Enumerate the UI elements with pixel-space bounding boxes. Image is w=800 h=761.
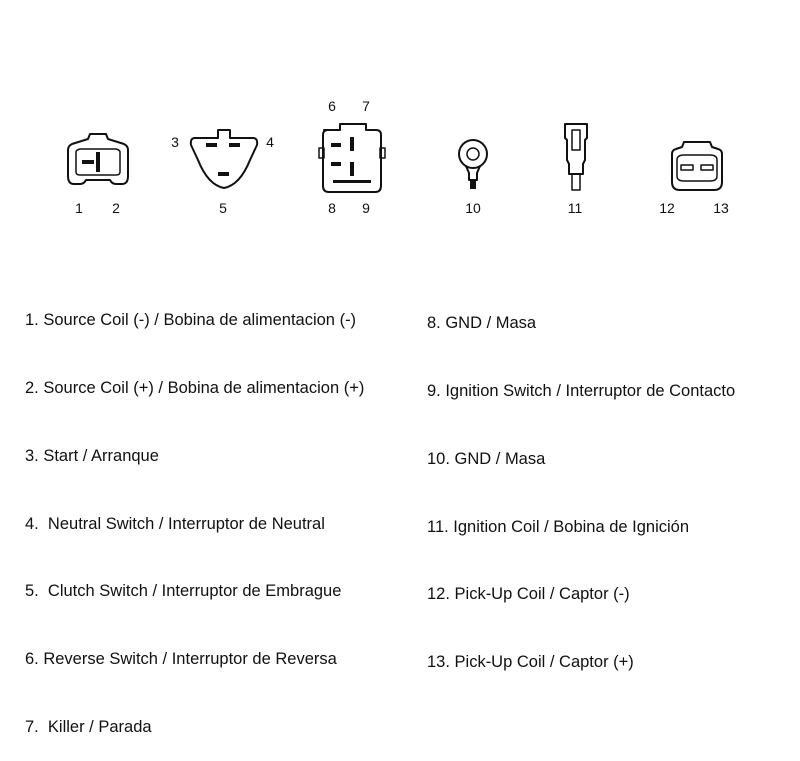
- legend-item-11: 11. Ignition Coil / Bobina de Ignición: [427, 517, 690, 536]
- pin-label-12: 12: [659, 200, 675, 216]
- pin-legend-left: [25, 264, 364, 761]
- legend-item-4: 4. Neutral Switch / Interruptor de Neutral: [25, 514, 325, 533]
- blade-terminal-ignition-coil: [565, 124, 587, 190]
- pin-label-9: 9: [362, 200, 370, 216]
- pin-label-13: 13: [713, 200, 729, 216]
- legend-item-7: 7. Killer / Parada: [25, 717, 152, 736]
- legend-item-13: 13. Pick-Up Coil / Captor (+): [427, 653, 634, 672]
- legend-item-6: 6. Reverse Switch / Interruptor de Reversa: [25, 650, 337, 669]
- connector-diagram: [0, 0, 800, 260]
- ring-terminal-gnd: [459, 140, 487, 189]
- pin-label-10: 10: [465, 200, 481, 216]
- legend-item-10: 10. GND / Masa: [427, 449, 546, 468]
- connector-4pin-square: [319, 124, 385, 192]
- legend-item-1: 1. Source Coil (-) / Bobina de alimentacion (-): [25, 311, 357, 330]
- legend-item-5: 5. Clutch Switch / Interruptor de Embrague: [25, 582, 342, 601]
- legend-item-9: 9. Ignition Switch / Interruptor de Contacto: [427, 381, 736, 400]
- legend-item-12: 12. Pick-Up Coil / Captor (-): [427, 585, 630, 604]
- pin-label-5: 5: [219, 200, 227, 216]
- connector-3pin-triangle: [191, 130, 257, 188]
- connector-2pin-pick-up-coil: [672, 142, 722, 190]
- connector-2pin-source-coil: [68, 134, 128, 184]
- pin-label-11: 11: [567, 200, 583, 216]
- pin-label-6: 6: [328, 98, 336, 114]
- legend-item-8: 8. GND / Masa: [427, 314, 537, 333]
- pin-label-2: 2: [112, 200, 120, 216]
- pin-label-7: 7: [362, 98, 370, 114]
- pin-legend-right: [427, 267, 735, 696]
- pin-label-3: 3: [171, 134, 179, 150]
- legend-item-3: 3. Start / Arranque: [25, 446, 159, 465]
- pin-label-1: 1: [75, 200, 83, 216]
- pin-label-8: 8: [328, 200, 336, 216]
- legend-item-2: 2. Source Coil (+) / Bobina de alimentacion (+): [25, 378, 365, 397]
- pin-label-4: 4: [266, 134, 274, 150]
